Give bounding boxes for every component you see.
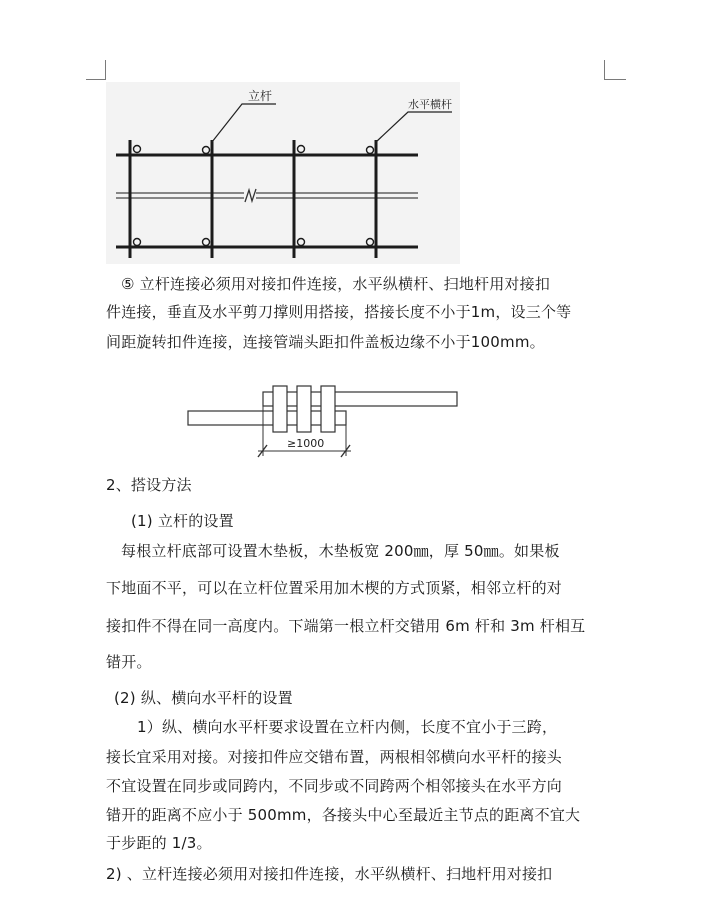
scaffold-plan-drawing <box>106 82 460 264</box>
upper-tube <box>263 392 457 406</box>
section-heading: 2、搭设方法 <box>106 476 192 494</box>
paragraph-line: 错开的距离不应小于 500mm，各接头中心至最近主节点的距离不宜大 <box>106 806 581 824</box>
paragraph-line: 错开。 <box>106 653 152 671</box>
clamp-3 <box>321 386 335 432</box>
clamp-2 <box>297 386 311 432</box>
scaffold-plan-figure <box>106 82 460 264</box>
dimension-label: ≥1000 <box>287 437 325 450</box>
paragraph-line: ⑤ 立杆连接必须用对接扣件连接，水平纵横杆、扫地杆用对接扣 <box>121 275 551 293</box>
crop-mark-top-right <box>604 60 626 80</box>
lap-joint-figure <box>183 378 463 462</box>
ledger-label: 水平横杆 <box>408 98 452 111</box>
subsection-heading: (2) 纵、横向水平杆的设置 <box>114 689 293 707</box>
clamp-1 <box>273 386 287 432</box>
lap-joint-drawing <box>183 378 463 462</box>
paragraph-line: 于步距的 1/3。 <box>106 834 212 852</box>
paragraph-line: 间距旋转扣件连接，连接管端头距扣件盖板边缘不小于100mm。 <box>106 333 545 351</box>
paragraph-line: 不宜设置在同步或同跨内，不同步或不同跨两个相邻接头在水平方向 <box>106 777 563 795</box>
paragraph-line: 每根立杆底部可设置木垫板，木垫板宽 200㎜，厚 50㎜。如果板 <box>121 542 560 560</box>
paragraph-line: 1）纵、横向水平杆要求设置在立杆内侧，长度不宜小于三跨， <box>137 718 558 736</box>
crop-mark-top-left <box>86 60 106 80</box>
pole-label: 立杆 <box>248 89 273 103</box>
paragraph-line: 2) 、立杆连接必须用对接扣件连接，水平纵横杆、扫地杆用对接扣 <box>106 865 553 883</box>
subsection-heading: (1) 立杆的设置 <box>131 512 234 530</box>
paragraph-line: 下地面不平，可以在立杆位置采用加木楔的方式顶紧，相邻立杆的对 <box>106 579 563 597</box>
paragraph-line: 件连接，垂直及水平剪刀撑则用搭接，搭接长度不小于1m，设三个等 <box>106 303 572 321</box>
paragraph-line: 接扣件不得在同一高度内。下端第一根立杆交错用 6m 杆和 3m 杆相互 <box>106 617 586 635</box>
paragraph-line: 接长宜采用对接。对接扣件应交错布置，两根相邻横向水平杆的接头 <box>106 748 563 766</box>
